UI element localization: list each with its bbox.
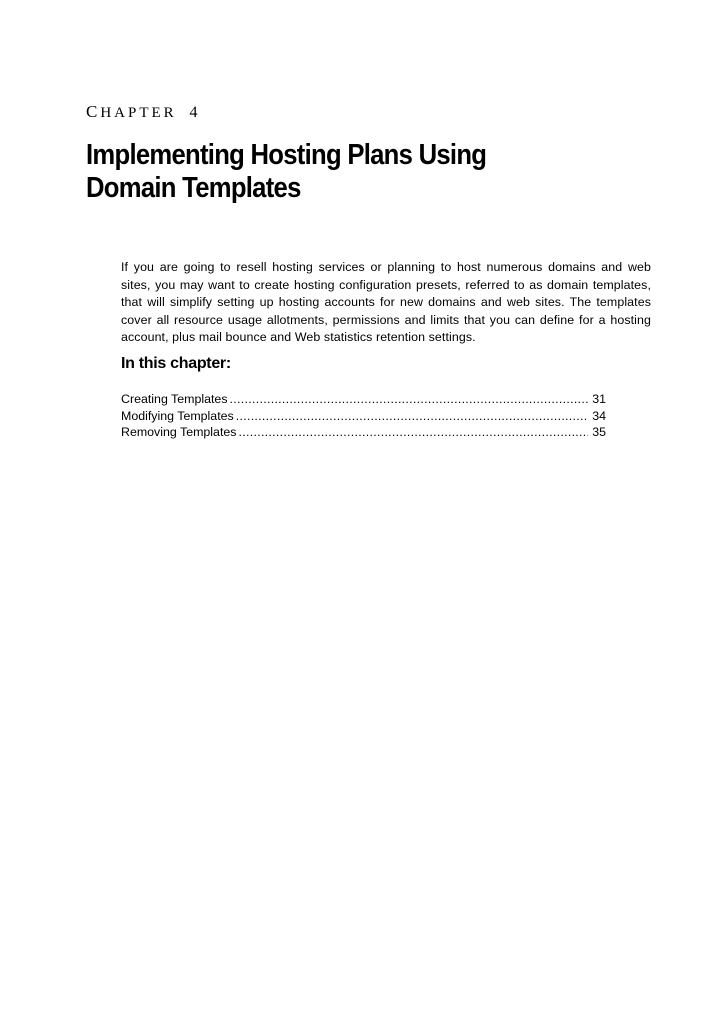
toc-page-number[interactable]: 35: [592, 425, 606, 439]
chapter-label: [86, 102, 200, 122]
toc-page-number[interactable]: 31: [592, 392, 606, 406]
chapter-toc: [121, 391, 606, 441]
in-this-chapter-heading: In this chapter:: [121, 355, 231, 372]
chapter-label-word: HAPTER: [100, 105, 177, 121]
toc-entry-removing-templates[interactable]: [121, 424, 606, 441]
chapter-title: [86, 139, 626, 205]
chapter-title-line-2: Domain Templates: [86, 172, 301, 204]
chapter-number: 4: [189, 104, 201, 121]
toc-entry-title[interactable]: Creating Templates: [121, 392, 228, 406]
toc-dot-leader: [230, 391, 589, 408]
toc-dot-leader: [238, 424, 588, 441]
toc-entry-creating-templates[interactable]: [121, 391, 606, 408]
toc-entry-modifying-templates[interactable]: [121, 408, 606, 425]
chapter-title-line-1: Implementing Hosting Plans Using: [86, 139, 487, 171]
chapter-label-initial: C: [86, 102, 101, 121]
toc-entry-title[interactable]: Removing Templates: [121, 425, 237, 439]
toc-entry-title[interactable]: Modifying Templates: [121, 408, 234, 423]
toc-dot-leader: [236, 408, 588, 425]
intro-paragraph: If you are going to resell hosting services or planning to host numerous domains and web sites, you may want to create hosting configuration presets, referred to as domain templates, that will simplify setting up hosting accounts for new domains and web sites. The templates cover all resource usage allotments, permissions and limits that you can define for a hosting account, plus mail bounce and Web statistics retention settings.: [121, 260, 651, 345]
toc-page-number[interactable]: 34: [592, 408, 606, 423]
